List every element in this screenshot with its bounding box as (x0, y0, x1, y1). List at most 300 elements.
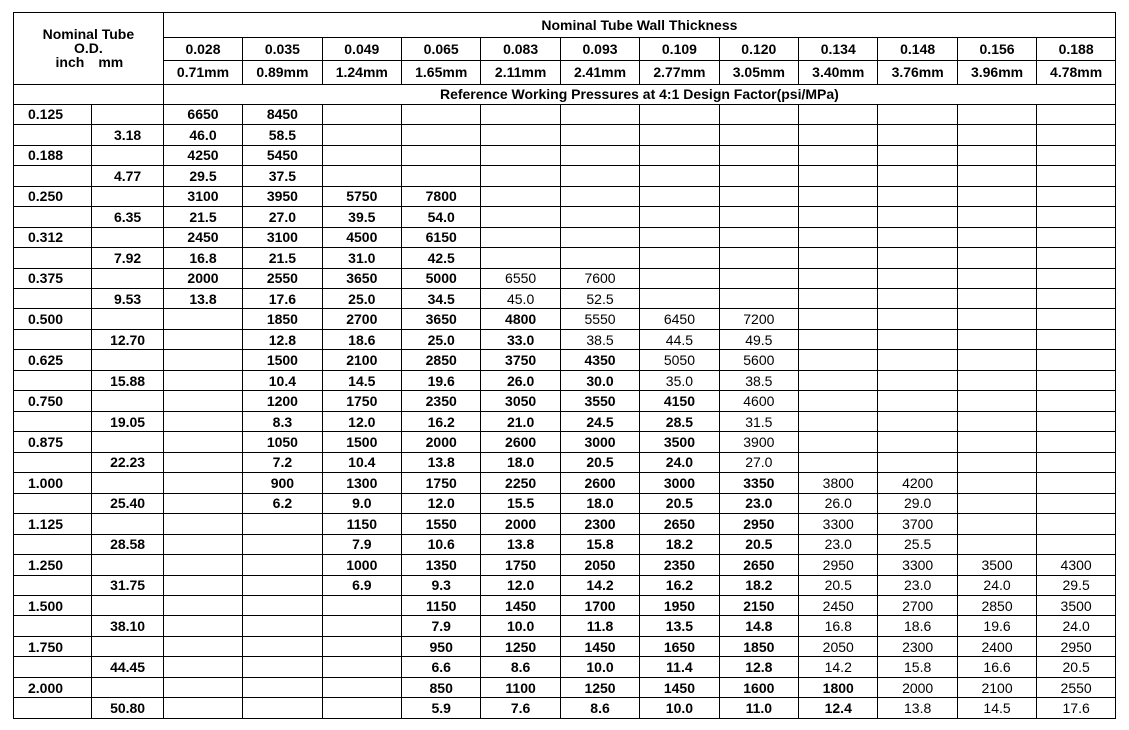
pressure-cell: 1450 (560, 636, 639, 656)
pressure-cell (1037, 248, 1116, 268)
pressure-cell (1037, 104, 1116, 124)
od-inch-cell (14, 452, 92, 472)
pressure-cell (957, 350, 1036, 370)
pressure-cell: 16.8 (799, 616, 878, 636)
pressure-cell (640, 166, 719, 186)
pressure-cell (402, 104, 481, 124)
table-row (14, 248, 1116, 268)
pressure-cell: 20.5 (1037, 657, 1116, 677)
pressure-cell: 4350 (560, 350, 639, 370)
wall-thickness-mm-cell: 0.71mm (163, 61, 242, 84)
pressure-cell: 46.0 (163, 125, 242, 145)
pressure-cell (878, 268, 957, 288)
pressure-cell (957, 104, 1036, 124)
pressure-cell: 18.0 (560, 493, 639, 513)
od-mm-cell (92, 104, 163, 124)
pressure-cell: 3000 (560, 432, 639, 452)
pressure-cell: 1250 (481, 636, 560, 656)
pressure-cell: 11.4 (640, 657, 719, 677)
pressure-cell: 1550 (402, 514, 481, 534)
wall-thickness-mm-cell: 2.41mm (560, 61, 639, 84)
pressure-cell: 4600 (719, 391, 798, 411)
pressure-cell: 18.2 (640, 534, 719, 554)
wall-thickness-inch-cell: 0.083 (481, 38, 560, 61)
pressure-cell: 8.6 (560, 698, 639, 719)
od-inch-cell (14, 248, 92, 268)
pressure-cell: 14.8 (719, 616, 798, 636)
od-unit-mm: mm (98, 54, 124, 71)
pressure-cell: 25.5 (878, 534, 957, 554)
table-row (14, 268, 1116, 288)
pressure-cell: 15.8 (560, 534, 639, 554)
pressure-cell (1037, 268, 1116, 288)
pressure-cell: 6550 (481, 268, 560, 288)
pressure-cell (481, 125, 560, 145)
pressure-cell: 1200 (243, 391, 322, 411)
table-row (14, 514, 1116, 534)
pressure-cell: 2000 (402, 432, 481, 452)
pressure-cell (163, 677, 242, 697)
pressure-cell: 11.0 (719, 698, 798, 719)
table-row (14, 698, 1116, 719)
pressure-cell: 29.0 (878, 493, 957, 513)
wall-thickness-mm-cell: 1.65mm (402, 61, 481, 84)
pressure-cell: 23.0 (719, 493, 798, 513)
pressure-cell: 2550 (1037, 677, 1116, 697)
pressure-cell: 13.8 (163, 288, 242, 308)
od-mm-cell (92, 186, 163, 206)
pressure-cell: 3950 (243, 186, 322, 206)
od-mm-cell: 6.35 (92, 207, 163, 227)
wall-thickness-inch-cell: 0.028 (163, 38, 242, 61)
pressure-cell (799, 350, 878, 370)
pressure-cell (1037, 534, 1116, 554)
od-inch-cell (14, 657, 92, 677)
pressure-cell: 16.8 (163, 248, 242, 268)
od-inch-cell: 0.625 (14, 350, 92, 370)
pressure-cell: 1750 (481, 555, 560, 575)
table-row (14, 555, 1116, 575)
wall-thickness-inch-cell: 0.188 (1037, 38, 1116, 61)
wall-thickness-inch-cell: 0.109 (640, 38, 719, 61)
od-inch-cell (14, 534, 92, 554)
pressure-cell: 33.0 (481, 329, 560, 349)
pressure-cell: 26.0 (481, 370, 560, 390)
pressure-cell: 5750 (322, 186, 401, 206)
table-row (14, 227, 1116, 247)
pressure-cell (640, 248, 719, 268)
pressure-cell (322, 698, 401, 719)
pressure-cell (163, 370, 242, 390)
pressure-cell: 24.0 (957, 575, 1036, 595)
pressure-cell (1037, 493, 1116, 513)
od-mm-cell (92, 309, 163, 329)
pressure-cell: 24.0 (640, 452, 719, 472)
table-row (14, 432, 1116, 452)
od-mm-cell: 7.92 (92, 248, 163, 268)
pressure-cell (163, 596, 242, 616)
pressure-cell (322, 145, 401, 165)
pressure-cell (1037, 288, 1116, 308)
table-row (14, 166, 1116, 186)
pressure-cell (243, 636, 322, 656)
od-inch-cell: 0.375 (14, 268, 92, 288)
od-inch-cell (14, 166, 92, 186)
pressure-cell: 10.4 (243, 370, 322, 390)
pressure-cell (878, 370, 957, 390)
wall-thickness-mm-cell: 0.89mm (243, 61, 322, 84)
pressure-cell: 14.2 (799, 657, 878, 677)
pressure-cell: 2050 (799, 636, 878, 656)
pressure-cell (799, 207, 878, 227)
pressure-cell: 20.5 (719, 534, 798, 554)
pressure-cell: 2000 (163, 268, 242, 288)
pressure-cell: 6650 (163, 104, 242, 124)
pressure-cell: 2250 (481, 473, 560, 493)
pressure-cell (799, 186, 878, 206)
pressure-cell (163, 493, 242, 513)
od-mm-cell (92, 227, 163, 247)
pressure-cell (1037, 227, 1116, 247)
pressure-cell: 10.0 (481, 616, 560, 636)
pressure-cell (799, 309, 878, 329)
pressure-cell (878, 248, 957, 268)
od-inch-cell (14, 125, 92, 145)
reference-note-spacer (14, 84, 164, 104)
pressure-cell (799, 248, 878, 268)
pressure-cell: 2450 (163, 227, 242, 247)
pressure-cell: 2650 (640, 514, 719, 534)
pressure-cell: 16.2 (640, 575, 719, 595)
pressure-cell: 9.0 (322, 493, 401, 513)
pressure-cell (878, 227, 957, 247)
pressure-cell (878, 145, 957, 165)
od-mm-cell (92, 350, 163, 370)
pressure-cell (560, 227, 639, 247)
pressure-cell (640, 227, 719, 247)
pressure-cell: 1800 (799, 677, 878, 697)
pressure-cell (163, 432, 242, 452)
pressure-cell (1037, 350, 1116, 370)
pressure-cell: 20.5 (560, 452, 639, 472)
pressure-cell (957, 452, 1036, 472)
table-row (14, 391, 1116, 411)
pressure-cell: 27.0 (243, 207, 322, 227)
pressure-cell (163, 555, 242, 575)
pressure-cell: 3100 (163, 186, 242, 206)
pressure-cell: 1600 (719, 677, 798, 697)
pressure-cell (878, 166, 957, 186)
pressure-cell: 8.3 (243, 411, 322, 431)
pressure-cell: 1050 (243, 432, 322, 452)
table-row (14, 329, 1116, 349)
pressure-cell: 2300 (878, 636, 957, 656)
pressure-cell (719, 288, 798, 308)
pressure-cell: 6450 (640, 309, 719, 329)
table-row (14, 145, 1116, 165)
pressure-cell (560, 125, 639, 145)
pressure-cell: 31.5 (719, 411, 798, 431)
pressure-cell (957, 288, 1036, 308)
pressure-cell (481, 145, 560, 165)
od-inch-cell (14, 616, 92, 636)
pressure-cell: 16.6 (957, 657, 1036, 677)
od-header (14, 13, 164, 85)
pressure-cell: 14.5 (322, 370, 401, 390)
pressure-cell (957, 473, 1036, 493)
pressure-cell (560, 248, 639, 268)
pressure-cell (719, 207, 798, 227)
pressure-cell (878, 309, 957, 329)
pressure-cell (957, 309, 1036, 329)
pressure-cell: 29.5 (1037, 575, 1116, 595)
pressure-cell: 900 (243, 473, 322, 493)
pressure-cell (560, 104, 639, 124)
pressure-cell (322, 125, 401, 145)
pressure-cell: 9.3 (402, 575, 481, 595)
pressure-cell (878, 452, 957, 472)
od-mm-cell (92, 268, 163, 288)
wall-thickness-inch-cell: 0.120 (719, 38, 798, 61)
pressure-cell: 2000 (878, 677, 957, 697)
od-inch-cell: 0.250 (14, 186, 92, 206)
pressure-cell (163, 698, 242, 719)
pressure-cell (719, 248, 798, 268)
wall-thickness-mm-cell: 3.40mm (799, 61, 878, 84)
pressure-cell: 21.5 (163, 207, 242, 227)
pressure-cell (163, 391, 242, 411)
pressure-cell (957, 391, 1036, 411)
pressure-cell: 2100 (322, 350, 401, 370)
pressure-cell: 28.5 (640, 411, 719, 431)
pressure-cell: 20.5 (799, 575, 878, 595)
wall-thickness-mm-cell: 3.96mm (957, 61, 1036, 84)
pressure-cell: 13.8 (402, 452, 481, 472)
table-row (14, 493, 1116, 513)
pressure-cell: 1150 (402, 596, 481, 616)
table-row (14, 677, 1116, 697)
pressure-cell (1037, 166, 1116, 186)
wall-thickness-inch-cell: 0.065 (402, 38, 481, 61)
pressure-cell: 2700 (322, 309, 401, 329)
od-unit-inch: inch (55, 54, 85, 71)
pressure-cell: 17.6 (243, 288, 322, 308)
pressure-cell: 10.0 (640, 698, 719, 719)
pressure-cell: 18.2 (719, 575, 798, 595)
pressure-cell: 24.0 (1037, 616, 1116, 636)
pressure-cell: 15.5 (481, 493, 560, 513)
od-mm-cell: 9.53 (92, 288, 163, 308)
pressure-cell: 10.6 (402, 534, 481, 554)
od-inch-cell: 1.125 (14, 514, 92, 534)
pressure-cell: 1950 (640, 596, 719, 616)
pressure-cell: 13.8 (481, 534, 560, 554)
wall-thickness-title: Nominal Tube Wall Thickness (163, 13, 1115, 38)
pressure-cell: 3650 (402, 309, 481, 329)
pressure-cell (878, 207, 957, 227)
wall-thickness-inch-cell: 0.156 (957, 38, 1036, 61)
pressure-cell: 2350 (640, 555, 719, 575)
pressure-cell: 3100 (243, 227, 322, 247)
pressure-cell (878, 411, 957, 431)
pressure-cell: 7600 (560, 268, 639, 288)
pressure-cell: 3800 (799, 473, 878, 493)
pressure-cell (878, 329, 957, 349)
pressure-cell: 23.0 (799, 534, 878, 554)
tube-pressure-table (13, 12, 1116, 719)
pressure-cell: 8.6 (481, 657, 560, 677)
pressure-cell: 3500 (957, 555, 1036, 575)
wall-thickness-mm-row (14, 61, 1116, 84)
table-row (14, 288, 1116, 308)
table-row (14, 104, 1116, 124)
od-title-line1: Nominal Tube (42, 26, 135, 43)
pressure-cell: 18.6 (878, 616, 957, 636)
pressure-cell: 15.8 (878, 657, 957, 677)
pressure-cell: 4800 (481, 309, 560, 329)
pressure-cell (799, 125, 878, 145)
pressure-cell: 4250 (163, 145, 242, 165)
pressure-cell: 1350 (402, 555, 481, 575)
pressure-cell (402, 166, 481, 186)
od-mm-cell: 4.77 (92, 166, 163, 186)
pressure-cell: 19.6 (402, 370, 481, 390)
pressure-cell (957, 329, 1036, 349)
pressure-cell: 7200 (719, 309, 798, 329)
pressure-cell: 6.2 (243, 493, 322, 513)
od-mm-cell (92, 514, 163, 534)
table-row (14, 616, 1116, 636)
pressure-cell (481, 186, 560, 206)
pressure-cell (163, 575, 242, 595)
pressure-cell: 1850 (719, 636, 798, 656)
pressure-cell (322, 657, 401, 677)
pressure-cell (640, 186, 719, 206)
wall-thickness-mm-cell: 2.77mm (640, 61, 719, 84)
od-mm-cell: 38.10 (92, 616, 163, 636)
pressure-cell: 1650 (640, 636, 719, 656)
pressure-cell (957, 207, 1036, 227)
pressure-cell: 2600 (481, 432, 560, 452)
pressure-cell (878, 350, 957, 370)
od-inch-cell: 0.125 (14, 104, 92, 124)
wall-thickness-mm-cell: 3.05mm (719, 61, 798, 84)
pressure-cell (243, 616, 322, 636)
pressure-cell: 25.0 (402, 329, 481, 349)
pressure-cell: 850 (402, 677, 481, 697)
pressure-cell: 11.8 (560, 616, 639, 636)
pressure-cell (1037, 186, 1116, 206)
od-inch-cell: 1.500 (14, 596, 92, 616)
pressure-cell (163, 329, 242, 349)
table-row (14, 370, 1116, 390)
table-row (14, 636, 1116, 656)
pressure-cell (719, 227, 798, 247)
pressure-cell: 1250 (560, 677, 639, 697)
pressure-cell: 16.2 (402, 411, 481, 431)
table-row (14, 657, 1116, 677)
pressure-cell: 2950 (719, 514, 798, 534)
od-inch-cell: 0.188 (14, 145, 92, 165)
od-inch-cell: 0.312 (14, 227, 92, 247)
wall-thickness-inch-cell: 0.049 (322, 38, 401, 61)
pressure-cell (1037, 329, 1116, 349)
pressure-cell: 5.9 (402, 698, 481, 719)
od-mm-cell: 28.58 (92, 534, 163, 554)
pressure-cell (1037, 411, 1116, 431)
pressure-cell (719, 125, 798, 145)
od-inch-cell (14, 698, 92, 719)
table-row (14, 125, 1116, 145)
pressure-cell: 4500 (322, 227, 401, 247)
pressure-cell: 18.6 (322, 329, 401, 349)
pressure-cell: 38.5 (560, 329, 639, 349)
od-mm-cell (92, 677, 163, 697)
pressure-cell (1037, 125, 1116, 145)
pressure-cell (163, 452, 242, 472)
pressure-cell: 6.9 (322, 575, 401, 595)
pressure-cell: 2550 (243, 268, 322, 288)
pressure-cell: 29.5 (163, 166, 242, 186)
table-row (14, 207, 1116, 227)
pressure-cell: 950 (402, 636, 481, 656)
pressure-cell: 3550 (560, 391, 639, 411)
pressure-cell: 19.6 (957, 616, 1036, 636)
pressure-cell (322, 636, 401, 656)
pressure-cell: 7.9 (322, 534, 401, 554)
od-inch-cell: 0.875 (14, 432, 92, 452)
pressure-cell: 7.9 (402, 616, 481, 636)
pressure-cell: 31.0 (322, 248, 401, 268)
pressure-cell: 18.0 (481, 452, 560, 472)
od-mm-cell (92, 555, 163, 575)
od-mm-cell (92, 391, 163, 411)
pressure-cell: 7.2 (243, 452, 322, 472)
pressure-cell (243, 555, 322, 575)
pressure-cell: 21.0 (481, 411, 560, 431)
pressure-cell: 3000 (640, 473, 719, 493)
od-inch-cell: 1.750 (14, 636, 92, 656)
pressure-cell (322, 166, 401, 186)
pressure-cell (1037, 473, 1116, 493)
pressure-cell: 49.5 (719, 329, 798, 349)
pressure-cell: 2150 (719, 596, 798, 616)
wall-thickness-inch-cell: 0.035 (243, 38, 322, 61)
pressure-cell: 5450 (243, 145, 322, 165)
pressure-cell (481, 166, 560, 186)
pressure-cell (560, 145, 639, 165)
pressure-cell (560, 207, 639, 227)
pressure-cell (1037, 145, 1116, 165)
pressure-cell (878, 391, 957, 411)
pressure-cell: 2000 (481, 514, 560, 534)
pressure-cell: 2950 (1037, 636, 1116, 656)
wall-thickness-inch-cell: 0.093 (560, 38, 639, 61)
pressure-cell: 7800 (402, 186, 481, 206)
pressure-cell (957, 493, 1036, 513)
pressure-cell (163, 350, 242, 370)
od-mm-cell: 31.75 (92, 575, 163, 595)
pressure-cell (163, 636, 242, 656)
pressure-cell: 3300 (799, 514, 878, 534)
od-mm-cell: 50.80 (92, 698, 163, 719)
pressure-cell: 2400 (957, 636, 1036, 656)
pressure-cell: 12.8 (719, 657, 798, 677)
pressure-cell (481, 104, 560, 124)
od-mm-cell: 19.05 (92, 411, 163, 431)
pressure-cell: 1450 (481, 596, 560, 616)
pressure-cell: 2850 (957, 596, 1036, 616)
